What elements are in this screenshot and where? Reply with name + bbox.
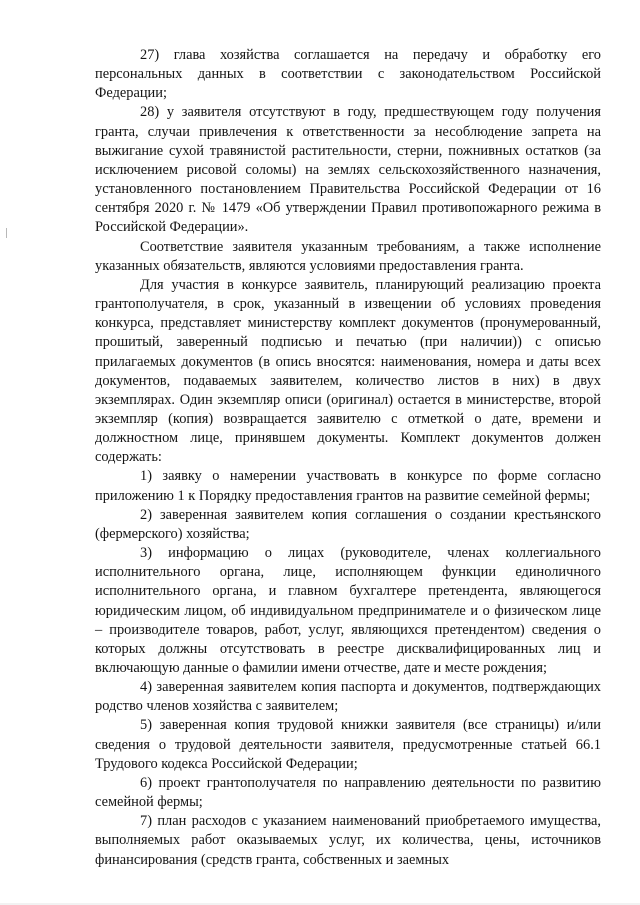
- list-item-7: 7) план расходов с указанием наименований приобретаемого имущества, выполняемых работ оказываемых услуг, их количества, цены, источников финансирования (средств гранта, собственных и заемных: [95, 813, 601, 868]
- list-item-3: 3) информацию о лицах (руководителе, членах коллегиального исполнительного органа, лице, исполняющем функции единоличного исполнительного органа, и главном бухгалтере претендента, являющегося юридическим лицом, об индивидуальном предпринимателе и о физическом лице – производителе товаров, работ, услуг, являющихся претендентом) сведения о которых должны отсутствовать в реестре дисквалифицированных лиц и включающую данные о фамилии имени отчестве, дате и месте рождения;: [95, 545, 601, 676]
- paragraph-conditions: Соответствие заявителя указанным требованиям, а также исполнение указанных обязательств, являются условиями предоставления гранта.: [95, 238, 601, 274]
- list-item-1: 1) заявку о намерении участвовать в конкурсе по форме согласно приложению 1 к Порядку предоставления грантов на развитие семейной фермы;: [95, 468, 601, 504]
- list-item-2: 2) заверенная заявителем копия соглашения о создании крестьянского (фермерского) хозяйства;: [95, 506, 601, 542]
- list-item-4: 4) заверенная заявителем копия паспорта и документов, подтверждающих родство членов хозяйства с заявителем;: [95, 679, 601, 715]
- paragraph-item-28: 28) у заявителя отсутствуют в году, предшествующем году получения гранта, случаи привлечения к ответственности за несоблюдение запрета на выжигание сухой травянистой растительности, стерни, пожнивных остатков (за исключением рисовой соломы) на землях сельскохозяйственного назначения, установленного постановлением Правительства Российской Федерации от 16 сентября 2020 г. № 1479 «Об утверждении Правил противопожарного режима в Российской Федерации».: [95, 104, 601, 236]
- list-item-5: 5) заверенная копия трудовой книжки заявителя (все страницы) и/или сведения о трудовой деятельности заявителя, предусмотренные статьей 66.1 Трудового кодекса Российской Федерации;: [95, 717, 601, 772]
- paragraph-participation: Для участия в конкурсе заявитель, планирующий реализацию проекта грантополучателя, в срок, указанный в извещении об условиях проведения конкурса, представляет министерству комплект документов (пронумерованный, прошитый, заверенный подписью и печатью (при наличии)) с описью прилагаемых документов (в опись вносятся: наименования, номера и даты всех документов, подаваемых заявителем, количество листов в них) в двух экземплярах. Один экземпляр описи (оригинал) остается в министерстве, второй экземпляр (копия) возвращается заявителю с отметкой о дате, времени и должностном лице, принявшем документы. Комплект документов должен содержать:: [95, 276, 601, 466]
- scan-margin-mark: [6, 228, 7, 238]
- list-item-6: 6) проект грантополучателя по направлению деятельности по развитию семейной фермы;: [95, 774, 601, 811]
- document-page: [95, 46, 601, 870]
- paragraph-item-27: 27) глава хозяйства соглашается на передачу и обработку его персональных данных в соответствии с законодательством Российской Федерации;: [95, 47, 601, 102]
